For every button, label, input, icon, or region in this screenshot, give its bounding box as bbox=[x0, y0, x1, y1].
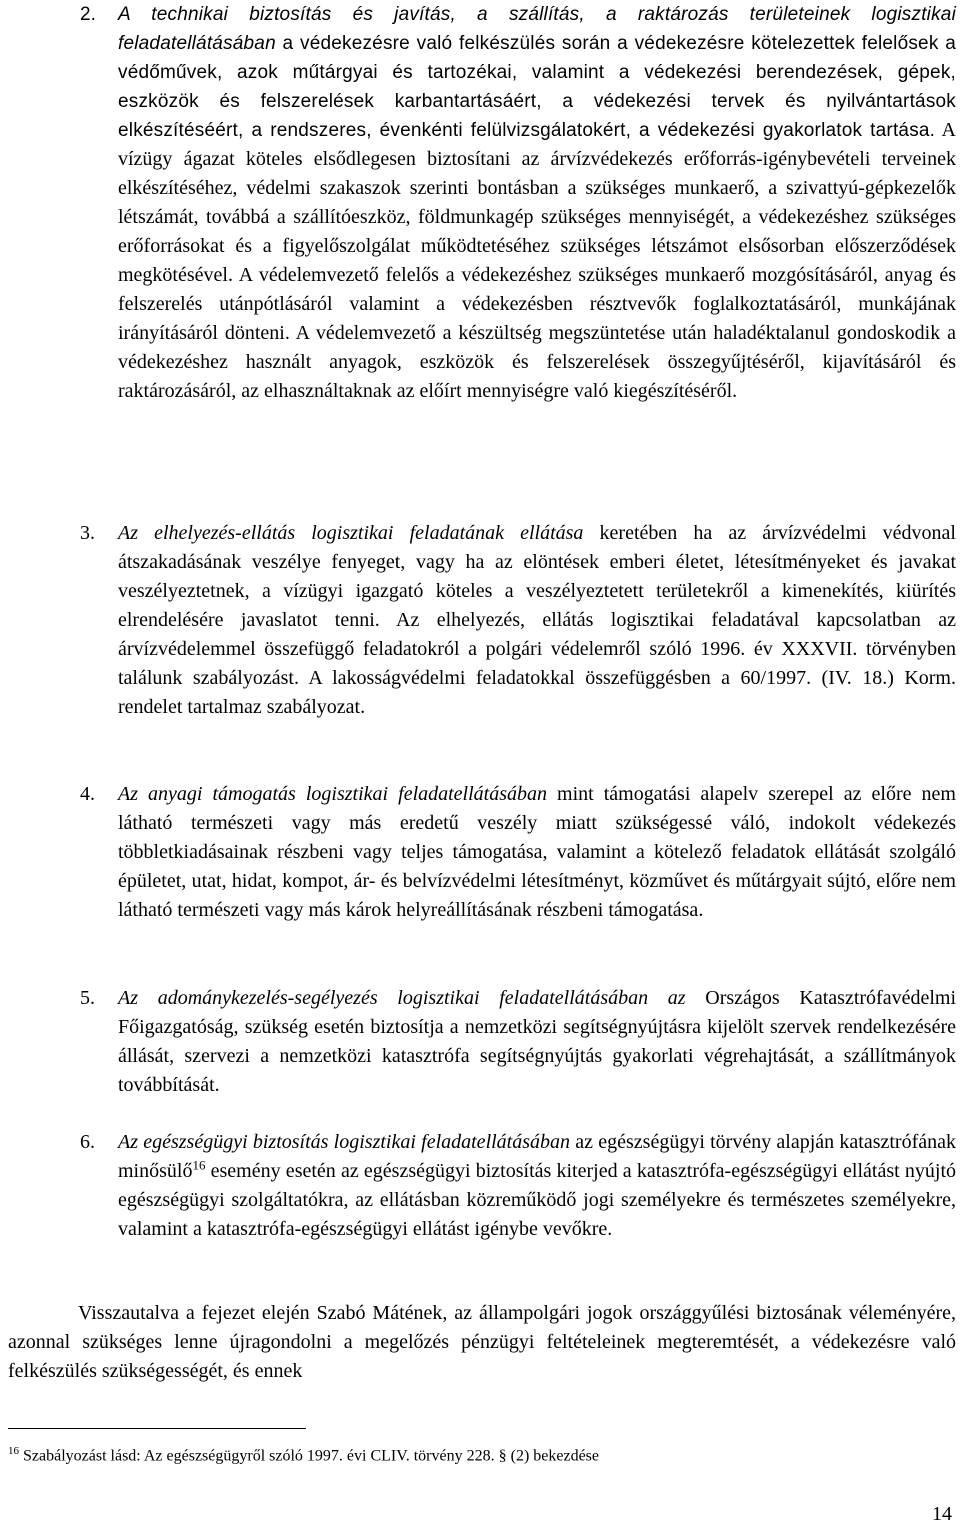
item-text bbox=[118, 1128, 956, 1244]
item-lead-italic: Az anyagi támogatás logisztikai feladatellátásában bbox=[118, 783, 548, 805]
item-number: 2. bbox=[80, 4, 96, 25]
item-body: mint támogatási alapelv szerepel az előre nem látható természeti vagy más eredetű veszély miatt szükségessé váló, indokolt védekezés többletkiadásainak részbeni vagy teljes támogatása, valamint a kötelező feladatok ellátását szolgáló épületet, utat, hidat, kompot, ár- és belvízvédelmi létesítményt, közművet és műtárgyait sújtó, előre nem látható természeti vagy más károk helyreállításának részbeni támogatása. bbox=[118, 783, 956, 921]
item-body-continued: A vízügy ágazat köteles elsődlegesen biztosítani az árvízvédekezés erőforrás-igénybevételi terveinek elkészítéséhez, védelmi szakaszok szerinti bontásban a szükséges munkaerő, a szivattyú-gépkezelők létszámát, továbbá a szállítóeszköz, földmunkagép szükséges mennyiségét, a védekezéshez szükséges erőforrásokat és a figyelőszolgálat működtetéséhez szükséges létszámot elsősorban előszerződések megkötésével. A védelemvezető felelős a védekezéshez szükséges munkaerő mozgósításáról, anyag és felszerelés utánpótlásáról valamint a védekezésben résztvevők foglalkoztatásáról, munkájának irányításáról dönteni. A védelemvezető a készültség megszüntetése után haladéktalanul gondoskodik a védekezéshez használt anyagok, eszközök és felszerelések összegyűjtéséről, kijavításáról és raktározásáról, az elhasználtaknak az előírt mennyiségre való kiegészítéséről. bbox=[118, 119, 956, 402]
item-text bbox=[118, 0, 956, 406]
item-body: a védekezésre való felkészülés során a védekezésre kötelezettek felelősek a védőművek, azok műtárgyai és tartozékai, valamint a védekezési berendezések, gépek, eszközök és felszerelések karbantartásáért, a védekezési tervek és nyilvántartások elkészítéséért, a rendszeres, évenkénti felülvizsgálatokért, a védekezési gyakorlatok tartása. bbox=[118, 33, 956, 141]
item-number: 5. bbox=[80, 987, 95, 1009]
footnote-separator bbox=[8, 1428, 306, 1429]
item-lead-italic: Az adománykezelés-segélyezés logisztikai feladatellátásában az bbox=[118, 987, 686, 1009]
item-lead-italic: Az elhelyezés-ellátás logisztikai feladatának ellátása bbox=[118, 522, 584, 544]
page-number: 14 bbox=[932, 1503, 952, 1525]
item-body: esemény esetén az egészségügyi biztosítás kiterjed a katasztrófa-egészségügyi ellátást nyújtó egészségügyi szolgáltatókra, az ellátásban közreműködő jogi személyekre és természetes személyekre, valamint a katasztrófa-egészségügyi ellátást igénybe vevőkre. bbox=[118, 1160, 956, 1240]
item-number: 6. bbox=[80, 1131, 95, 1153]
footnote-reference[interactable]: 16 bbox=[192, 1157, 206, 1173]
item-lead-italic: A technikai biztosítás és javítás, a szállítás, a raktározás területeinek logisztikai feladatellátásában bbox=[118, 4, 956, 54]
item-lead-italic: Az egészségügyi biztosítás logisztikai feladatellátásában bbox=[118, 1131, 571, 1153]
footnote-number: 16 bbox=[8, 1445, 19, 1457]
item-body-before-ref: az egészségügyi törvény alapján katasztrófának minősülő bbox=[118, 1131, 957, 1182]
item-number: 3. bbox=[80, 522, 95, 544]
item-number: 4. bbox=[80, 783, 95, 805]
item-text bbox=[118, 984, 956, 1100]
footnote bbox=[8, 1440, 948, 1467]
closing-paragraph: Visszautalva a fejezet elején Szabó Mátének, az állampolgári jogok országgyűlési biztosának véleményére, azonnal szükséges lenne újragondolni a megelőzés pénzügyi feltételeinek megteremtését, a védekezésre való felkészülés szükségességét, és ennek bbox=[8, 1302, 956, 1382]
footnote-text: Szabályozást lásd: Az egészségügyről szóló 1997. évi CLIV. törvény 228. § (2) bekezdése bbox=[19, 1447, 599, 1465]
item-text bbox=[118, 519, 956, 722]
item-text bbox=[118, 780, 956, 925]
item-body: Országos Katasztrófavédelmi Főigazgatóság, szükség esetén biztosítja a nemzetközi segítségnyújtásra kijelölt szervek rendelkezésére állását, szervezi a nemzetközi katasztrófa segítségnyújtás gyakorlati végrehajtását, a szállítmányok továbbítását. bbox=[118, 987, 957, 1096]
item-body: keretében ha az árvízvédelmi védvonal átszakadásának veszélye fenyeget, vagy ha az elöntések emberi életet, létesítményeket és javakat veszélyeztetnek, a vízügyi igazgató köteles a veszélyeztetett területekről a kimenekítés, kiürítés elrendelésére javaslatot tenni. Az elhelyezés, ellátás logisztikai feladatával kapcsolatban az árvízvédelemmel összefüggő feladatokról a polgári védelemről szóló 1996. év XXXVII. törvényben találunk szabályozást. A lakosságvédelmi feladatokkal összefüggésben a 60/1997. (IV. 18.) Korm. rendelet tartalmaz szabályozat. bbox=[118, 522, 956, 718]
